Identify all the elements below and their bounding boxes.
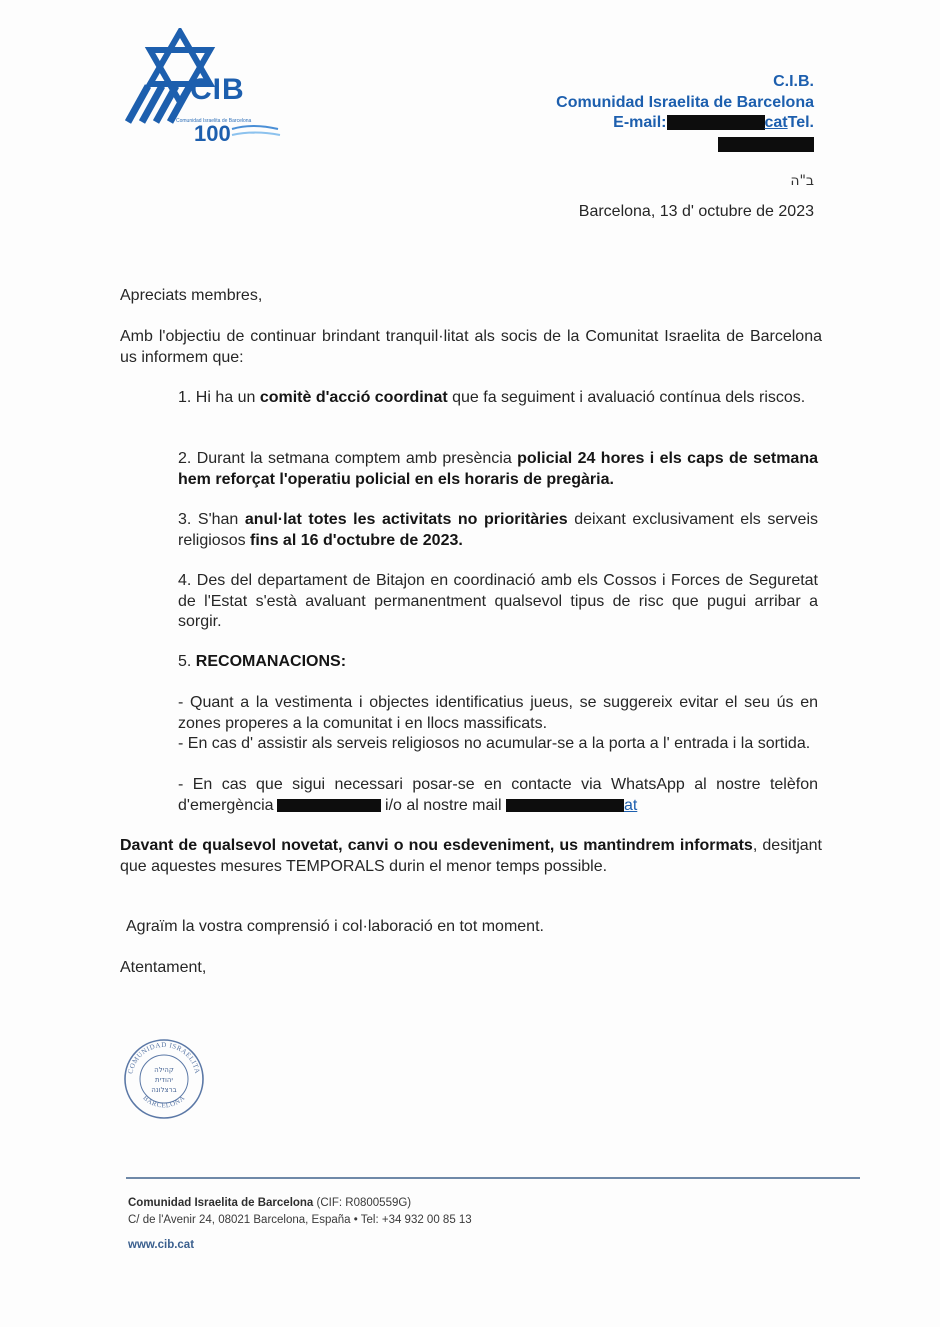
letterhead-contact [556, 72, 814, 155]
tel-label: Tel. [787, 114, 814, 131]
footer-address: C/ de l'Avenir 24, 08021 Barcelona, España • Tel: +34 932 00 85 13 [128, 1214, 472, 1226]
community-seal-stamp [122, 1036, 206, 1122]
date-line: Barcelona, 13 d' octubre de 2023 [578, 203, 814, 220]
svg-text:יהודית: יהודית [154, 1076, 174, 1084]
email-tail[interactable]: cat [764, 114, 788, 131]
emphasis: anul·lat totes les activitats no prioritàries [244, 511, 568, 528]
emphasis: fins al 16 d'octubre de 2023. [250, 531, 463, 549]
redacted-phone [718, 137, 814, 152]
recommendation-2: - En cas d' assistir als serveis religiosos no acumular-se a la porta a l' entrada i la sortida. [178, 735, 811, 752]
email-label: E-mail: [613, 114, 667, 131]
closing-paragraph: Davant de qualsevol novetat, canvi o nou esdeveniment, us mantindrem informats, desitjant que aquestes mesures TEMPORALS durin el menor temps possible. [120, 837, 823, 875]
list-item-4: 4. Des del departament de Bitajon en coordinació amb els Cossos i Forces de Seguretat de l'Estat s'està avaluant permanentment qualsevol tipus de risc que pugui arribar a sorgir. [178, 572, 818, 630]
mail-tail[interactable]: at [623, 796, 638, 814]
footer-divider [126, 1177, 860, 1179]
logo-wordmark: CIB [190, 73, 245, 106]
org-short-name: C.I.B. [773, 73, 814, 90]
org-full-name: Comunidad Israelita de Barcelona [556, 93, 814, 111]
recommendations-heading: RECOMANACIONS: [195, 653, 347, 670]
redacted-email [667, 115, 765, 130]
centenary-number: 100 [194, 121, 231, 146]
emphasis: comitè d'acció coordinat [259, 389, 448, 406]
svg-text:ברצלונה: ברצלונה [151, 1086, 177, 1094]
list-item-1: 1. Hi ha un comitè d'acció coordinat que fa seguiment i avaluació contínua dels riscos. [178, 389, 806, 406]
footer-website-link[interactable]: www.cib.cat [128, 1239, 195, 1251]
list-item-5: 5. RECOMANACIONS: [178, 653, 347, 670]
hebrew-bsd-mark: ב"ה [790, 173, 814, 189]
email-line [556, 113, 814, 134]
svg-text:COMUNIDAD ISRAELITA: COMUNIDAD ISRAELITA [126, 1040, 202, 1075]
recommendation-1: - Quant a la vestimenta i objectes identificatius jueus, se suggereix evitar el seu ús en zones properes a la comunitat i en llocs massificats. [178, 694, 818, 732]
emphasis: policial 24 hores i els caps de setmana hem reforçat l'operatiu policial en els horaris de pregària. [178, 450, 818, 488]
centenary-badge [192, 119, 282, 147]
list-item-3: 3. S'han anul·lat totes les activitats no prioritàries deixant exclusivament els serveis religiosos fins al 16 d'octubre de 2023. [178, 511, 819, 549]
redacted-emergency-phone [277, 799, 381, 812]
redacted-mail [506, 799, 624, 812]
svg-text:קהילה: קהילה [154, 1066, 174, 1074]
logo-subtitle: Comunidad Israelita de Barcelona [176, 118, 252, 124]
thanks-line: Agraïm la vostra comprensió i col·laboració en tot moment. [126, 918, 544, 935]
list-item-2: 2. Durant la setmana comptem amb presència policial 24 hores i els caps de setmana hem reforçat l'operatiu policial en els horaris de pregària. [178, 450, 818, 488]
footer-org-line: Comunidad Israelita de Barcelona (CIF: R0800559G) [128, 1197, 412, 1209]
svg-text:BARCELONA: BARCELONA [141, 1093, 187, 1110]
intro-paragraph: Amb l'objectiu de continuar brindant tranquil·litat als socis de la Comunitat Israelita de Barcelona us informem que: [120, 328, 822, 366]
signoff: Atentament, [120, 959, 207, 976]
greeting: Apreciats membres, [120, 287, 263, 304]
recommendation-3: - En cas que sigui necessari posar-se en contacte via WhatsApp al nostre telèfon d'emergència i/o al nostre mail at [178, 776, 818, 814]
